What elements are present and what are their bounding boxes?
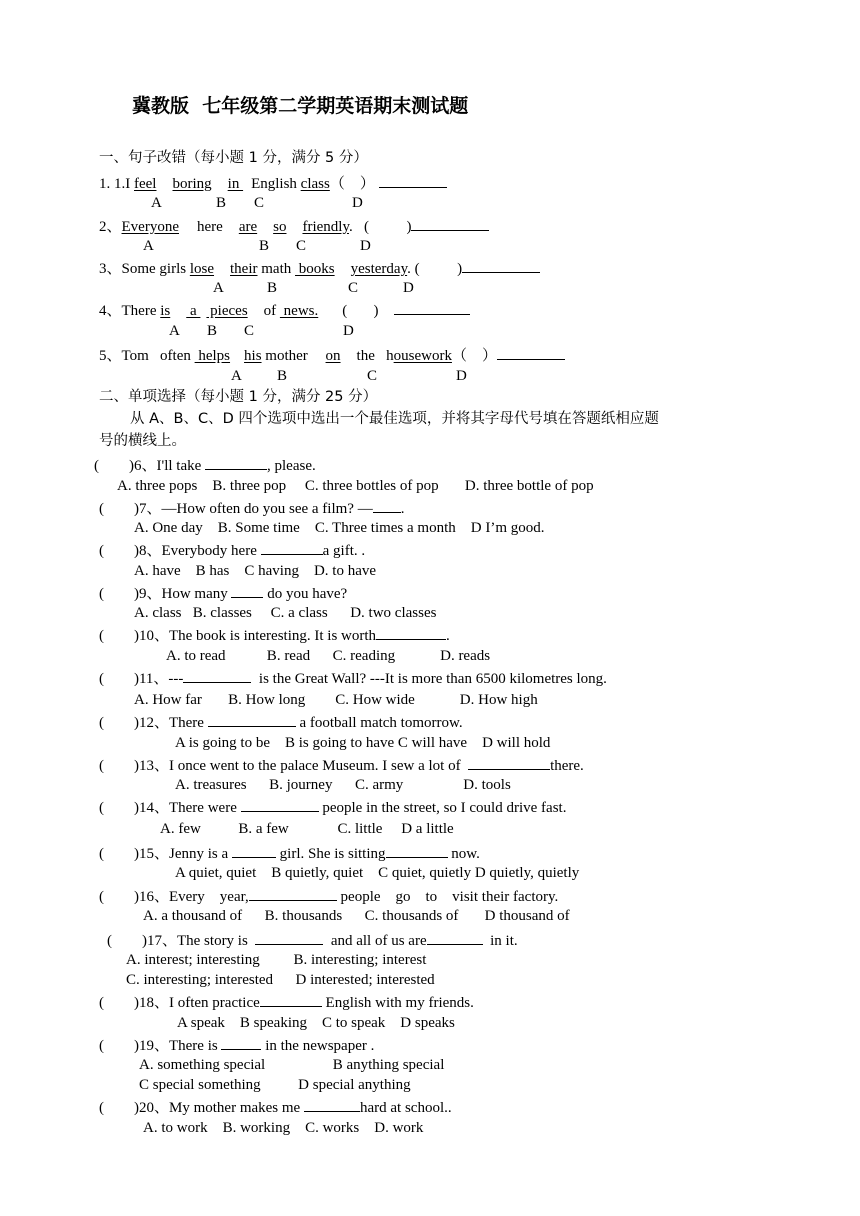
q1-sentence: 1. 1.I feel boring in English class（ ） xyxy=(99,173,447,193)
q5-answer-blank[interactable] xyxy=(497,345,565,360)
q4-option-c: pieces xyxy=(206,303,248,319)
q19-blank[interactable] xyxy=(221,1035,261,1050)
q17-blank-1[interactable] xyxy=(255,930,323,945)
q16-stem: ( )16、Every year, people go to visit their factory. xyxy=(99,886,558,906)
q3-letter-d: D xyxy=(403,280,414,296)
q1-letter-d: D xyxy=(352,195,363,211)
q5-letter-c: C xyxy=(367,368,378,384)
q13-blank[interactable] xyxy=(468,755,550,770)
q4-answer-blank[interactable] xyxy=(394,300,470,315)
q20-stem: ( )20、My mother makes me hard at school.. xyxy=(99,1097,452,1117)
q5-option-d: ousework xyxy=(393,348,452,364)
q15-options: A quiet, quiet B quietly, quiet C quiet, quietly D quietly, quietly xyxy=(175,865,580,881)
q18-blank[interactable] xyxy=(260,992,322,1007)
q4-option-b: a xyxy=(186,303,201,319)
q14-stem: ( )14、There were people in the street, so I could drive fast. xyxy=(99,797,566,817)
q15-stem: ( )15、Jenny is a girl. She is sitting now. xyxy=(99,843,480,863)
q15-blank-2[interactable] xyxy=(386,843,448,858)
q4-letter-b: B xyxy=(207,323,218,339)
q6-stem: ( )6、I'll take , please. xyxy=(94,455,316,475)
q12-blank[interactable] xyxy=(208,712,296,727)
q2-option-c: so xyxy=(273,219,287,235)
q1-letter-b: B xyxy=(216,195,227,211)
q6-options: A. three pops B. three pop C. three bottles of pop D. three bottle of pop xyxy=(117,478,594,494)
q5-letter-a: A xyxy=(231,368,242,384)
q5-option-b: his xyxy=(244,348,262,364)
section2-instruction-line1: 从 A、B、C、D 四个选项中选出一个最佳选项，并将其字母代号填在答题纸相应题 xyxy=(130,411,659,427)
q3-letter-a: A xyxy=(213,280,224,296)
q13-stem: ( )13、I once went to the palace Museum. I sew a lot of there. xyxy=(99,755,584,775)
q1-letter-c: C xyxy=(254,195,265,211)
q1-option-b: boring xyxy=(172,176,212,192)
q2-letter-b: B xyxy=(259,238,270,254)
q8-stem: ( )8、Everybody here a gift. . xyxy=(99,540,365,560)
q2-sentence: 2、Everyone here are so friendly. ( ) xyxy=(99,216,489,236)
section1-heading: 一、句子改错（每小题 1 分，满分 5 分） xyxy=(99,150,368,166)
q17-options-line2: C. interesting; interested D interested; interested xyxy=(126,972,435,988)
q7-blank[interactable] xyxy=(373,498,401,513)
q14-blank[interactable] xyxy=(241,797,319,812)
q16-blank[interactable] xyxy=(249,886,337,901)
q3-sentence: 3、Some girls lose their math books yesterday. ( ) xyxy=(99,258,540,278)
q3-answer-blank[interactable] xyxy=(462,258,540,273)
q3-letter-c: C xyxy=(348,280,359,296)
q4-option-d: news. xyxy=(279,303,319,319)
q3-option-b: their xyxy=(230,261,258,277)
q4-option-a: is xyxy=(160,303,171,319)
q13-options: A. treasures B. journey C. army D. tools xyxy=(175,777,511,793)
q3-option-c: books xyxy=(295,261,335,277)
q2-letter-a: A xyxy=(143,238,154,254)
q2-option-b: are xyxy=(238,219,258,235)
q1-answer-blank[interactable] xyxy=(379,173,447,188)
q5-option-c: on xyxy=(325,348,341,364)
q4-letter-a: A xyxy=(169,323,180,339)
q10-blank[interactable] xyxy=(376,625,446,640)
q14-options: A. few B. a few C. little D a little xyxy=(160,821,454,837)
q5-option-a: helps xyxy=(194,348,231,364)
q12-options: A is going to be B is going to have C will have D will hold xyxy=(175,735,551,751)
q2-letter-c: C xyxy=(296,238,307,254)
q8-blank[interactable] xyxy=(261,540,323,555)
q3-letter-b: B xyxy=(267,280,278,296)
q10-stem: ( )10、The book is interesting. It is worth . xyxy=(99,625,450,645)
q19-options-line1: A. something special B anything special xyxy=(139,1057,445,1073)
q2-option-d: friendly xyxy=(302,219,349,235)
q6-blank[interactable] xyxy=(205,455,267,470)
q17-blank-2[interactable] xyxy=(427,930,483,945)
section2-heading: 二、单项选择（每小题 1 分，满分 25 分） xyxy=(99,389,378,405)
q11-blank[interactable] xyxy=(183,668,251,683)
q9-blank[interactable] xyxy=(231,583,263,598)
q1-option-a: feel xyxy=(134,176,157,192)
page-title: 冀教版 七年级第二学期英语期末测试题 xyxy=(132,95,469,117)
q11-stem: ( )11、--- is the Great Wall? ---It is more than 6500 kilometres long. xyxy=(99,668,607,688)
q3-option-a: lose xyxy=(189,261,215,277)
q16-options: A. a thousand of B. thousands C. thousands of D thousand of xyxy=(143,908,570,924)
q1-option-d: class xyxy=(300,176,330,192)
q20-blank[interactable] xyxy=(304,1097,360,1112)
q9-stem: ( )9、How many do you have? xyxy=(99,583,347,603)
q2-option-a: Everyone xyxy=(121,219,179,235)
q19-stem: ( )19、There is in the newspaper . xyxy=(99,1035,374,1055)
q4-letter-d: D xyxy=(343,323,354,339)
q4-letter-c: C xyxy=(244,323,255,339)
q7-options: A. One day B. Some time C. Three times a month D I’m good. xyxy=(134,520,545,536)
q17-options-line1: A. interest; interesting B. interesting; interest xyxy=(126,952,427,968)
section2-instruction-line2: 号的横线上。 xyxy=(99,433,186,449)
q15-blank-1[interactable] xyxy=(232,843,276,858)
q1-option-c: in xyxy=(227,176,244,192)
q2-letter-d: D xyxy=(360,238,371,254)
q19-options-line2: C special something D special anything xyxy=(139,1077,411,1093)
q4-sentence: 4、There is a pieces of news. ( ) xyxy=(99,300,470,320)
q3-option-d: yesterday xyxy=(350,261,408,277)
q10-options: A. to read B. read C. reading D. reads xyxy=(166,648,491,664)
q7-stem: ( )7、—How often do you see a film? — . xyxy=(99,498,404,518)
q5-letter-d: D xyxy=(456,368,467,384)
q18-stem: ( )18、I often practice English with my friends. xyxy=(99,992,474,1012)
q8-options: A. have B has C having D. to have xyxy=(134,563,377,579)
q11-options: A. How far B. How long C. How wide D. How high xyxy=(134,692,538,708)
q20-options: A. to work B. working C. works D. work xyxy=(143,1120,424,1136)
q18-options: A speak B speaking C to speak D speaks xyxy=(177,1015,455,1031)
q5-sentence: 5、Tom often helps his mother on the housework（ ） xyxy=(99,345,565,365)
q5-letter-b: B xyxy=(277,368,288,384)
q1-letter-a: A xyxy=(151,195,162,211)
q9-options: A. class B. classes C. a class D. two classes xyxy=(134,605,437,621)
q12-stem: ( )12、There a football match tomorrow. xyxy=(99,712,463,732)
q17-stem: ( )17、The story is and all of us are in it. xyxy=(107,930,518,950)
q2-answer-blank[interactable] xyxy=(411,216,489,231)
